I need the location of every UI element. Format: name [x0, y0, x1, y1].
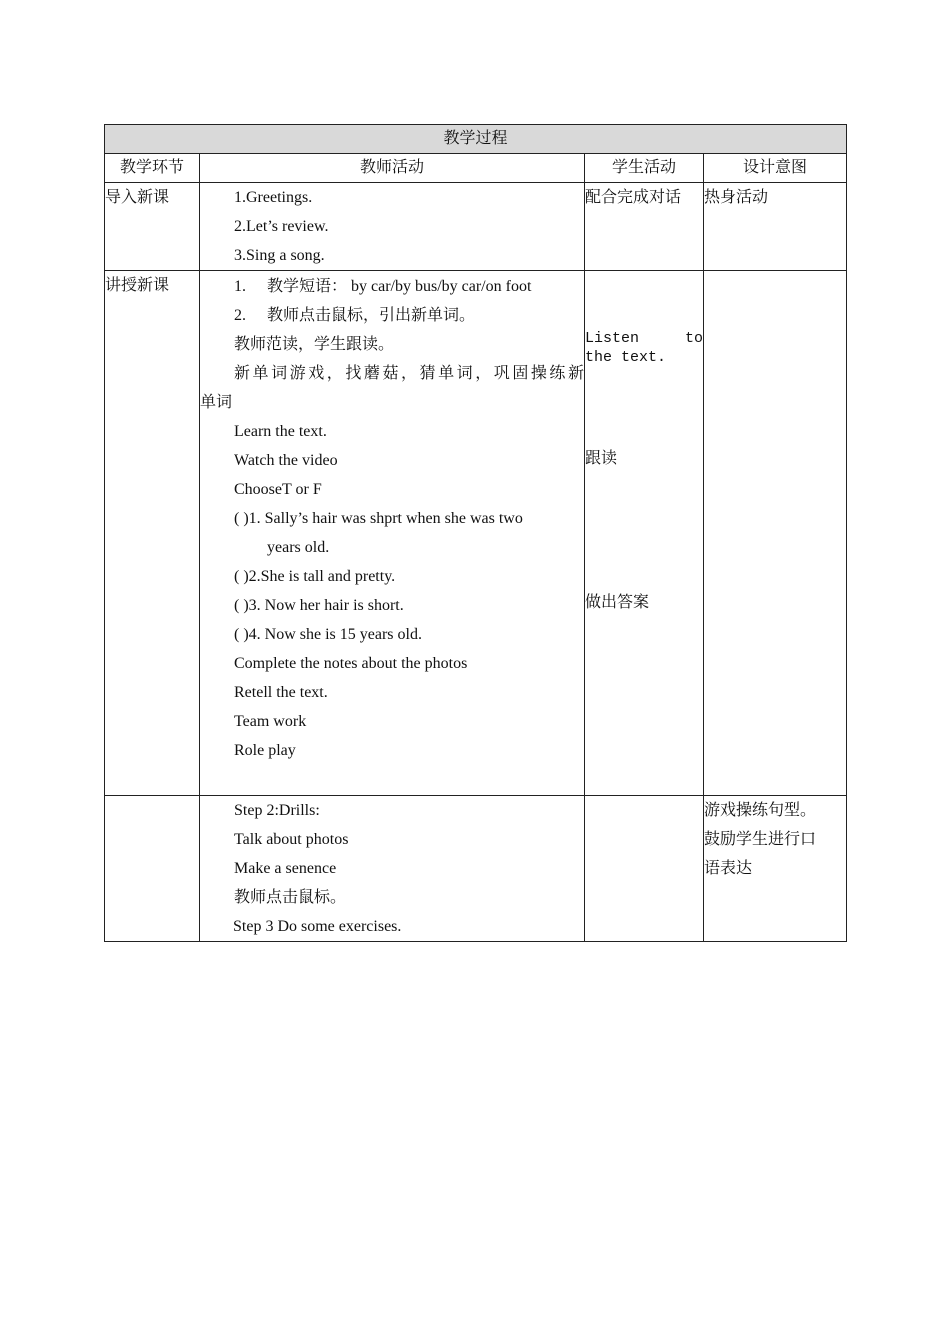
list-item: 单词 [200, 394, 233, 411]
list-text: 教师点击鼠标，引出新单词。 [267, 307, 476, 324]
list-item: Team work [234, 713, 307, 730]
list-text: 教学短语： by car/by bus/by car/on foot [267, 278, 532, 295]
list-number: 2. [234, 307, 246, 324]
teacher-activity-cell [200, 271, 585, 796]
list-item: 教师点击鼠标。 [234, 889, 347, 906]
list-number: 1. [234, 278, 246, 295]
quiz-item: ( )2.She is tall and pretty. [234, 568, 396, 585]
list-item: Retell the text. [234, 684, 328, 701]
design-intent-cell [704, 271, 847, 796]
list-item: Watch the video [234, 452, 338, 469]
list-item [200, 301, 584, 330]
list-item: Learn the text. [234, 423, 327, 440]
student-activity-text: 配合完成对话 [585, 189, 682, 206]
teacher-activity-cell [200, 796, 585, 942]
teacher-activity-cell [200, 183, 585, 271]
stage-cell [105, 796, 200, 942]
student-activity-text: 做出答案 [585, 594, 650, 611]
header-design-intent: 设计意图 [704, 154, 847, 183]
quiz-item: ( )1. Sally’s hair was shprt when she was two [234, 510, 523, 527]
header-stage: 教学环节 [105, 154, 200, 183]
student-listen-word: Listen [585, 330, 640, 347]
design-intent-text: 语表达 [704, 860, 753, 877]
table-row [105, 271, 847, 796]
design-intent-text: 热身活动 [704, 189, 769, 206]
header-student-activity: 学生活动 [585, 154, 704, 183]
design-intent-text: 鼓励学生进行口 [704, 831, 817, 848]
student-listen-word: to [684, 330, 703, 347]
student-activity-text: 跟读 [585, 450, 618, 467]
header-teacher-activity: 教师活动 [200, 154, 585, 183]
list-item: Role play [234, 742, 296, 759]
list-item: 2.Let’s review. [234, 218, 329, 235]
stage-label: 导入新课 [105, 189, 170, 206]
student-activity-cell [585, 796, 704, 942]
student-activity-cell [585, 271, 704, 796]
student-activity-cell [585, 183, 704, 271]
quiz-item: ( )4. Now she is 15 years old. [234, 626, 422, 643]
list-item: 1.Greetings. [234, 189, 313, 206]
design-intent-text: 游戏操练句型。 [704, 802, 817, 819]
design-intent-cell [704, 183, 847, 271]
student-listen-line [585, 329, 703, 348]
list-item: Step 3 Do some exercises. [233, 918, 402, 935]
list-item: Make a senence [234, 860, 337, 877]
list-item: Complete the notes about the photos [234, 655, 468, 672]
stage-cell [105, 271, 200, 796]
list-item [200, 272, 584, 301]
stage-cell [105, 183, 200, 271]
list-item: Talk about photos [234, 831, 349, 848]
quiz-item-continuation: years old. [267, 539, 330, 556]
header-row [105, 154, 847, 183]
stage-label: 讲授新课 [105, 277, 170, 294]
list-item: Step 2:Drills: [234, 802, 320, 819]
design-intent-cell [704, 796, 847, 942]
list-item: 3.Sing a song. [234, 247, 325, 264]
table-row [105, 796, 847, 942]
quiz-item: ( )3. Now her hair is short. [234, 597, 404, 614]
table-title: 教学过程 [105, 125, 847, 154]
list-item: 新单词游戏，找蘑菇，猜单词，巩固操练新 [234, 365, 584, 382]
student-listen-line: the text. [585, 349, 667, 366]
teaching-process-table [104, 124, 847, 942]
list-item: ChooseT or F [234, 481, 322, 498]
table-row [105, 183, 847, 271]
list-item: 教师范读，学生跟读。 [234, 336, 395, 353]
